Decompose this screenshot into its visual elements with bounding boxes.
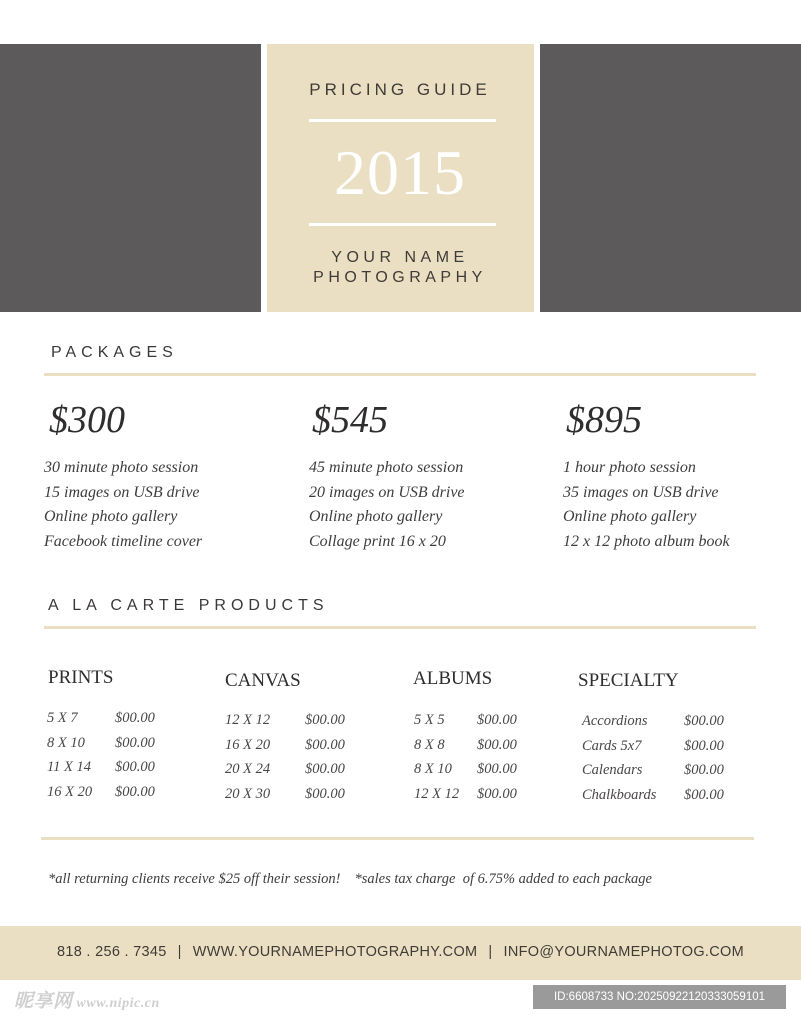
category-items-prints xyxy=(47,706,155,804)
a-la-carte-bottom-rule xyxy=(41,837,754,840)
package-feature: 15 images on USB drive xyxy=(44,483,200,501)
studio-name-line2: PHOTOGRAPHY xyxy=(313,269,487,286)
item-price: $00.00 xyxy=(477,736,517,753)
item-name: 12 X 12 xyxy=(414,785,460,802)
item-price: $00.00 xyxy=(115,759,155,776)
item-price: $00.00 xyxy=(115,783,155,800)
item-name: 5 X 5 xyxy=(414,712,445,728)
item-price: $00.00 xyxy=(477,712,517,728)
list-item xyxy=(414,708,517,733)
item-price: $00.00 xyxy=(477,761,517,778)
phone-number: 818 . 256 . 7345 xyxy=(57,944,167,960)
package-features xyxy=(563,456,788,555)
item-price: $00.00 xyxy=(305,712,345,728)
year-label: 2015 xyxy=(334,137,466,208)
category-items-albums xyxy=(414,708,517,806)
list-item xyxy=(225,733,345,758)
item-name: 16 X 20 xyxy=(225,736,271,753)
package-card xyxy=(563,398,788,555)
package-card xyxy=(309,398,549,555)
item-name: Accordions xyxy=(582,713,648,729)
package-feature: 30 minute photo session xyxy=(44,459,199,476)
package-price: $545 xyxy=(312,399,388,441)
list-item xyxy=(582,709,724,734)
header-panel-right xyxy=(540,44,801,312)
list-item xyxy=(47,755,155,780)
watermark-url: www.nipic.cn xyxy=(76,996,160,1011)
item-price: $00.00 xyxy=(684,786,724,803)
package-feature: 20 images on USB drive xyxy=(309,483,465,501)
list-item xyxy=(582,734,724,759)
package-features xyxy=(44,456,294,555)
package-feature: 1 hour photo session xyxy=(563,459,696,476)
package-feature: Online photo gallery xyxy=(44,508,178,526)
footnote xyxy=(48,871,652,888)
item-price: $00.00 xyxy=(305,736,345,753)
item-name: 20 X 24 xyxy=(225,761,271,778)
item-name: 20 X 30 xyxy=(225,785,271,802)
watermark-logo-text: 昵享网 xyxy=(14,991,73,1012)
item-price: $00.00 xyxy=(684,737,724,754)
item-name: 12 X 12 xyxy=(225,712,271,728)
category-items-specialty xyxy=(582,709,724,807)
package-features xyxy=(309,456,549,555)
header-divider-bottom xyxy=(309,223,496,226)
packages-rule xyxy=(44,373,756,376)
item-name: 8 X 8 xyxy=(414,736,445,753)
item-price: $00.00 xyxy=(305,761,345,778)
list-item xyxy=(47,706,155,731)
item-price: $00.00 xyxy=(684,762,724,779)
category-title-specialty: SPECIALTY xyxy=(578,670,679,691)
item-price: $00.00 xyxy=(684,713,724,729)
item-name: 8 X 10 xyxy=(47,734,85,751)
item-name: Chalkboards xyxy=(582,786,657,803)
item-name: 8 X 10 xyxy=(414,761,452,778)
header-divider-top xyxy=(309,119,496,122)
list-item xyxy=(225,708,345,733)
category-title-canvas: CANVAS xyxy=(225,670,301,691)
item-price: $00.00 xyxy=(305,785,345,802)
list-item xyxy=(582,783,724,808)
package-feature: 35 images on USB drive xyxy=(563,483,719,501)
list-item xyxy=(414,757,517,782)
package-feature: 45 minute photo session xyxy=(309,459,464,476)
list-item xyxy=(414,782,517,807)
package-feature: Online photo gallery xyxy=(563,508,697,526)
list-item xyxy=(225,757,345,782)
watermark-id-badge: ID:6608733 NO:20250922120333059101 xyxy=(533,985,786,1009)
studio-name-line1: YOUR NAME xyxy=(331,249,469,266)
list-item xyxy=(225,782,345,807)
list-item xyxy=(582,758,724,783)
separator: | xyxy=(177,944,182,960)
packages-heading: PACKAGES xyxy=(51,344,178,361)
package-feature: 12 x 12 photo album book xyxy=(563,533,730,551)
package-price: $895 xyxy=(566,399,642,441)
website-link[interactable]: WWW.YOURNAMEPHOTOGRAPHY.COM xyxy=(192,944,478,960)
item-price: $00.00 xyxy=(477,785,517,802)
contact-line xyxy=(0,944,801,960)
item-price: $00.00 xyxy=(115,710,155,726)
sales-tax-note: *sales tax charge of 6.75% added to each package xyxy=(354,871,652,887)
package-feature: Facebook timeline cover xyxy=(44,533,203,551)
list-item xyxy=(47,731,155,756)
item-name: Cards 5x7 xyxy=(582,737,642,754)
a-la-carte-heading: A LA CARTE PRODUCTS xyxy=(48,597,329,614)
list-item xyxy=(414,733,517,758)
a-la-carte-rule xyxy=(44,626,756,629)
package-feature: Online photo gallery xyxy=(309,508,443,526)
category-title-prints: PRINTS xyxy=(48,667,114,688)
package-card xyxy=(44,398,294,555)
category-title-albums: ALBUMS xyxy=(413,668,493,689)
returning-clients-note: *all returning clients receive $25 off their session! xyxy=(48,871,341,887)
package-feature: Collage print 16 x 20 xyxy=(309,533,446,551)
list-item xyxy=(47,780,155,805)
item-name: 5 X 7 xyxy=(47,710,78,726)
item-name: Calendars xyxy=(582,762,643,779)
watermark-logo xyxy=(14,986,160,1013)
pricing-guide-title: PRICING GUIDE xyxy=(309,80,491,99)
category-items-canvas xyxy=(225,708,345,806)
email-link[interactable]: INFO@YOURNAMEPHOTOG.COM xyxy=(503,944,744,960)
item-name: 11 X 14 xyxy=(47,759,92,776)
item-name: 16 X 20 xyxy=(47,783,93,800)
separator: | xyxy=(488,944,493,960)
package-price: $300 xyxy=(49,399,125,441)
header-panel-left xyxy=(0,44,261,312)
item-price: $00.00 xyxy=(115,734,155,751)
